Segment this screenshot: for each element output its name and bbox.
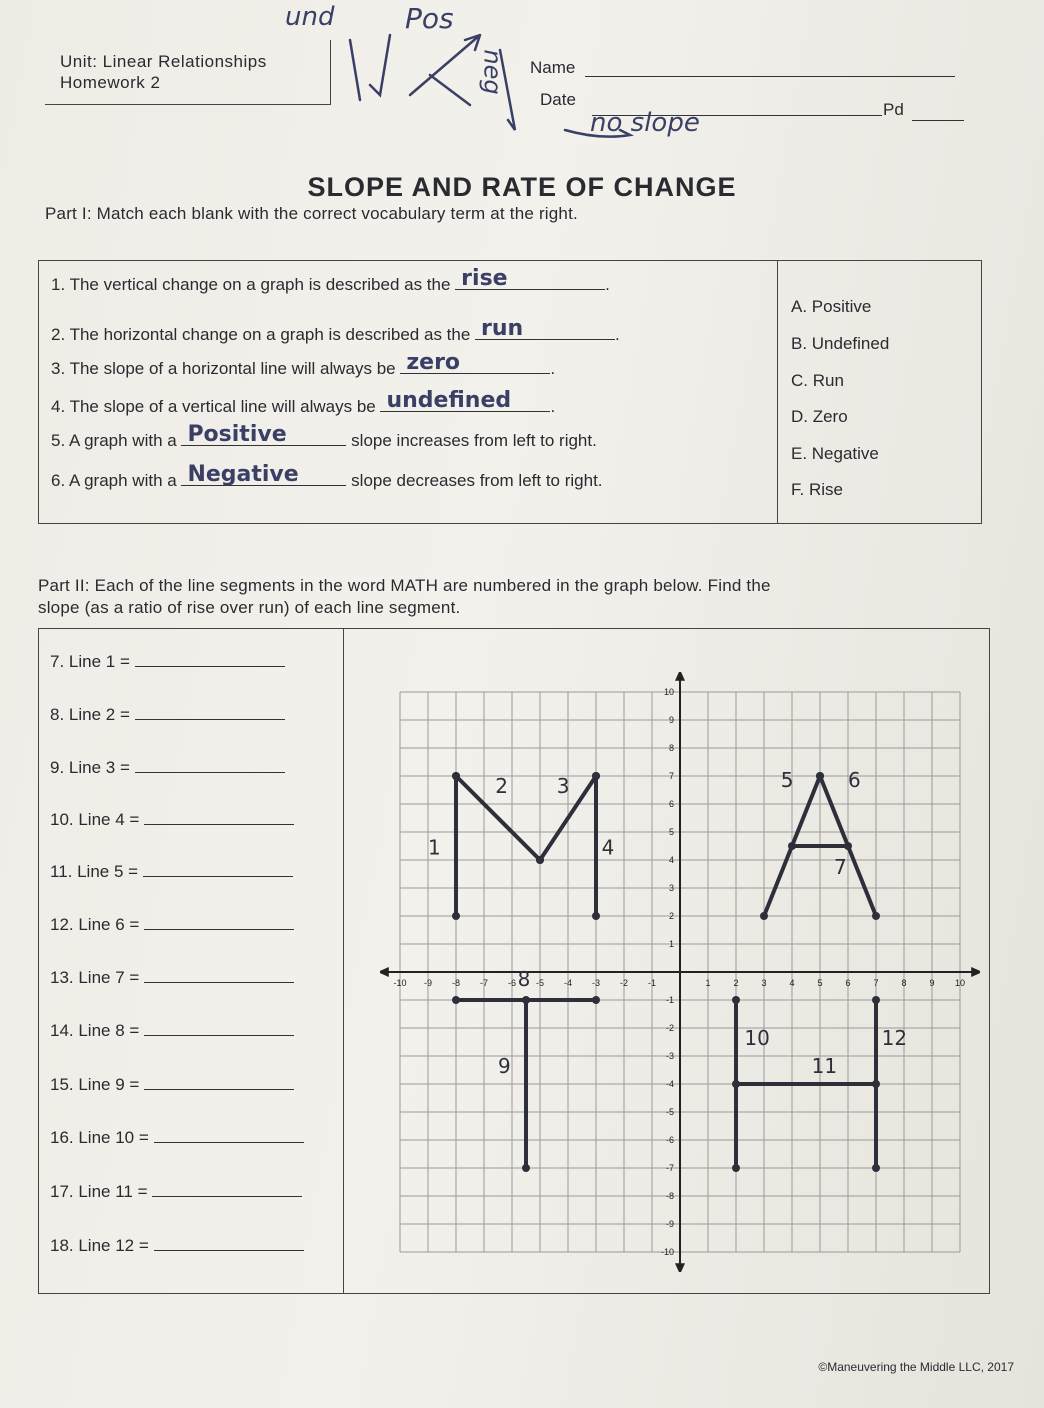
question-1-blank[interactable] <box>455 266 605 291</box>
y-tick-label: 8 <box>668 743 674 753</box>
copyright-footer: ©Maneuvering the Middle LLC, 2017 <box>818 1360 1014 1374</box>
slope-answer-field[interactable] <box>144 1021 294 1036</box>
slope-line-item <box>50 1075 294 1095</box>
x-tick-label: -3 <box>591 978 601 988</box>
y-tick-label: -10 <box>660 1247 674 1257</box>
question-4-answer: undefined <box>386 388 512 413</box>
segment-endpoint <box>872 912 880 920</box>
x-tick-label: 7 <box>873 978 879 988</box>
period-field[interactable] <box>912 120 964 121</box>
x-tick-label: 2 <box>733 978 739 988</box>
slope-answer-field[interactable] <box>144 968 294 983</box>
slope-line-label: 16. Line 10 = <box>50 1128 149 1147</box>
y-tick-label: -5 <box>665 1107 674 1117</box>
question-3-end: . <box>550 359 556 378</box>
segment-number-label: 2 <box>495 773 508 798</box>
part1-box <box>38 260 982 524</box>
x-tick-label: 3 <box>761 978 767 988</box>
question-3-blank[interactable] <box>400 350 550 375</box>
segment-endpoint <box>816 772 824 780</box>
slope-line-label: 17. Line 11 = <box>50 1182 148 1201</box>
question-6-blank[interactable] <box>181 462 346 487</box>
y-tick-label: -6 <box>665 1135 674 1145</box>
segment-number-label: 12 <box>881 1025 908 1050</box>
slope-line-item <box>50 810 294 830</box>
segment-endpoint <box>592 996 600 1004</box>
segment-number-label: 1 <box>428 835 441 860</box>
segment-number-label: 4 <box>601 835 615 860</box>
y-tick-label: 6 <box>668 799 674 809</box>
slope-line-item <box>50 1236 304 1256</box>
slope-line-label: 7. Line 1 = <box>50 652 130 671</box>
y-tick-label: 3 <box>668 883 674 893</box>
handwritten-neg: neg <box>478 49 507 95</box>
question-1 <box>51 266 610 295</box>
segment-endpoint <box>592 772 600 780</box>
slope-line-item <box>50 1128 304 1148</box>
x-axis-arrow-right <box>971 967 980 977</box>
slope-line-item <box>50 862 293 882</box>
segment-endpoint <box>592 912 600 920</box>
segment-number-label: 7 <box>834 855 847 879</box>
question-5-end: slope increases from left to right. <box>351 431 597 450</box>
name-label: Name <box>530 58 576 77</box>
question-4-end: . <box>550 397 556 416</box>
x-tick-label: -10 <box>393 978 407 988</box>
slope-line-label: 12. Line 6 = <box>50 915 140 934</box>
y-tick-label: 10 <box>663 687 674 697</box>
segment-endpoint <box>536 856 544 864</box>
y-tick-label: 1 <box>668 939 674 949</box>
slope-answer-field[interactable] <box>144 1075 294 1090</box>
handwritten-pos: Pos <box>405 2 454 35</box>
question-5-text: 5. A graph with a <box>51 431 177 450</box>
question-5-answer: Positive <box>187 422 287 447</box>
part2-instructions-line2: slope (as a ratio of rise over run) of each line segment. <box>38 598 461 617</box>
slope-line-item <box>50 758 285 778</box>
slope-line-label: 13. Line 7 = <box>50 968 140 987</box>
handwritten-no-slope: no slope <box>590 108 700 138</box>
slope-line-item <box>50 652 285 672</box>
y-tick-label: -9 <box>665 1219 674 1229</box>
question-1-text: 1. The vertical change on a graph is described as the <box>51 275 451 294</box>
segment-endpoint <box>844 842 852 850</box>
segment-endpoint <box>452 912 460 920</box>
slope-line-item <box>50 705 285 725</box>
y-tick-label: -1 <box>665 995 674 1005</box>
segment-endpoint <box>872 1164 880 1172</box>
slope-line-item <box>50 1021 294 1041</box>
unit-label: Unit: Linear Relationships <box>60 52 267 71</box>
question-2-answer: run <box>481 316 524 341</box>
segment-endpoint <box>872 996 880 1004</box>
coordinate-graph <box>380 672 980 1272</box>
term-f: F. Rise <box>791 480 843 499</box>
segment-number-label: 3 <box>556 773 570 798</box>
segment-endpoint <box>522 996 530 1004</box>
slope-answer-field[interactable] <box>154 1236 304 1251</box>
term-d: D. Zero <box>791 407 848 426</box>
segment-number-label: 9 <box>498 1053 511 1078</box>
y-axis-arrow-up <box>675 672 685 681</box>
question-2-blank[interactable] <box>475 316 615 341</box>
term-a: A. Positive <box>791 297 872 316</box>
segment-endpoint <box>760 912 768 920</box>
slope-line-label: 14. Line 8 = <box>50 1021 140 1040</box>
segment-endpoint <box>452 996 460 1004</box>
y-tick-label: 4 <box>668 855 674 865</box>
question-4 <box>51 388 556 417</box>
question-2 <box>51 316 620 345</box>
question-6-text: 6. A graph with a <box>51 471 177 490</box>
slope-answer-field[interactable] <box>152 1182 302 1197</box>
question-4-blank[interactable] <box>380 388 550 413</box>
x-tick-label: -5 <box>535 978 545 988</box>
slope-line-label: 10. Line 4 = <box>50 810 140 829</box>
x-tick-label: 1 <box>705 978 711 988</box>
x-tick-label: 6 <box>845 978 851 988</box>
x-tick-label: -2 <box>619 978 629 988</box>
segment-endpoint <box>732 996 740 1004</box>
slope-answer-field[interactable] <box>144 915 294 930</box>
x-axis-arrow-left <box>380 967 389 977</box>
y-tick-label: 9 <box>668 715 674 725</box>
x-tick-label: -8 <box>451 978 461 988</box>
question-2-end: . <box>615 325 620 344</box>
y-tick-label: -7 <box>665 1163 674 1173</box>
part1-instructions: Part I: Match each blank with the correct vocabulary term at the right. <box>45 204 578 223</box>
y-axis-arrow-down <box>675 1263 685 1272</box>
slope-answer-field[interactable] <box>144 810 294 825</box>
slope-line-item <box>50 968 294 988</box>
term-e: E. Negative <box>791 444 879 463</box>
segment-endpoint <box>732 1164 740 1172</box>
x-tick-label: -1 <box>647 978 657 988</box>
part2-instructions-line1: Part II: Each of the line segments in the word MATH are numbered in the graph below. Find the <box>38 576 771 595</box>
slope-line-item <box>50 915 294 935</box>
slope-line-label: 15. Line 9 = <box>50 1075 140 1094</box>
slope-answer-field[interactable] <box>135 705 285 720</box>
x-tick-label: -7 <box>479 978 489 988</box>
question-5-blank[interactable] <box>181 422 346 447</box>
slope-answer-field[interactable] <box>135 758 285 773</box>
y-tick-label: 7 <box>668 771 674 781</box>
handwritten-arrows-doodle <box>330 10 730 150</box>
part1-divider <box>777 261 778 523</box>
slope-line-label: 8. Line 2 = <box>50 705 130 724</box>
segment-number-label: 5 <box>780 768 794 793</box>
part2-divider <box>343 629 344 1293</box>
x-tick-label: 5 <box>817 978 823 988</box>
question-6-answer: Negative <box>187 462 299 487</box>
segment-number-label: 10 <box>744 1025 770 1050</box>
x-tick-label: 8 <box>901 978 907 988</box>
slope-answer-field[interactable] <box>143 862 293 877</box>
x-tick-label: -9 <box>423 978 433 988</box>
x-tick-label: 9 <box>929 978 935 988</box>
slope-answer-field[interactable] <box>135 652 285 667</box>
slope-line-label: 9. Line 3 = <box>50 758 130 777</box>
date-label: Date <box>540 90 576 109</box>
segment-number-label: 8 <box>517 967 531 991</box>
question-1-end: . <box>605 275 610 294</box>
y-tick-label: -3 <box>665 1051 674 1061</box>
question-6 <box>51 462 603 491</box>
segment-number-label: 6 <box>848 768 861 793</box>
segment-endpoint <box>732 1080 740 1088</box>
x-tick-label: -6 <box>507 978 517 988</box>
term-c: C. Run <box>791 371 844 390</box>
question-3-text: 3. The slope of a horizontal line will always be <box>51 359 396 378</box>
question-3-answer: zero <box>406 350 461 375</box>
handwritten-und: und <box>285 2 335 32</box>
segment-endpoint <box>522 1164 530 1172</box>
question-5 <box>51 422 597 451</box>
x-tick-label: -4 <box>563 978 573 988</box>
slope-answer-field[interactable] <box>154 1128 304 1143</box>
period-label: Pd <box>883 100 904 119</box>
question-1-answer: rise <box>461 266 508 291</box>
term-b: B. Undefined <box>791 334 890 353</box>
y-tick-label: -4 <box>665 1079 674 1089</box>
slope-line-label: 18. Line 12 = <box>50 1236 149 1255</box>
segment-number-label: 11 <box>811 1053 838 1078</box>
y-tick-label: 5 <box>668 827 674 837</box>
question-2-text: 2. The horizontal change on a graph is described as the <box>51 325 471 344</box>
y-tick-label: -8 <box>665 1191 674 1201</box>
segment-endpoint <box>452 772 460 780</box>
question-3 <box>51 350 556 379</box>
question-6-end: slope decreases from left to right. <box>351 471 603 490</box>
slope-line-item <box>50 1182 302 1202</box>
slope-line-label: 11. Line 5 = <box>50 862 139 881</box>
question-4-text: 4. The slope of a vertical line will always be <box>51 397 376 416</box>
y-tick-label: -2 <box>665 1023 674 1033</box>
segment-endpoint <box>788 842 796 850</box>
x-tick-label: 10 <box>954 978 966 988</box>
page-title: SLOPE AND RATE OF CHANGE <box>307 172 737 202</box>
homework-label: Homework 2 <box>60 73 161 92</box>
x-tick-label: 4 <box>789 978 795 988</box>
y-tick-label: 2 <box>668 911 674 921</box>
